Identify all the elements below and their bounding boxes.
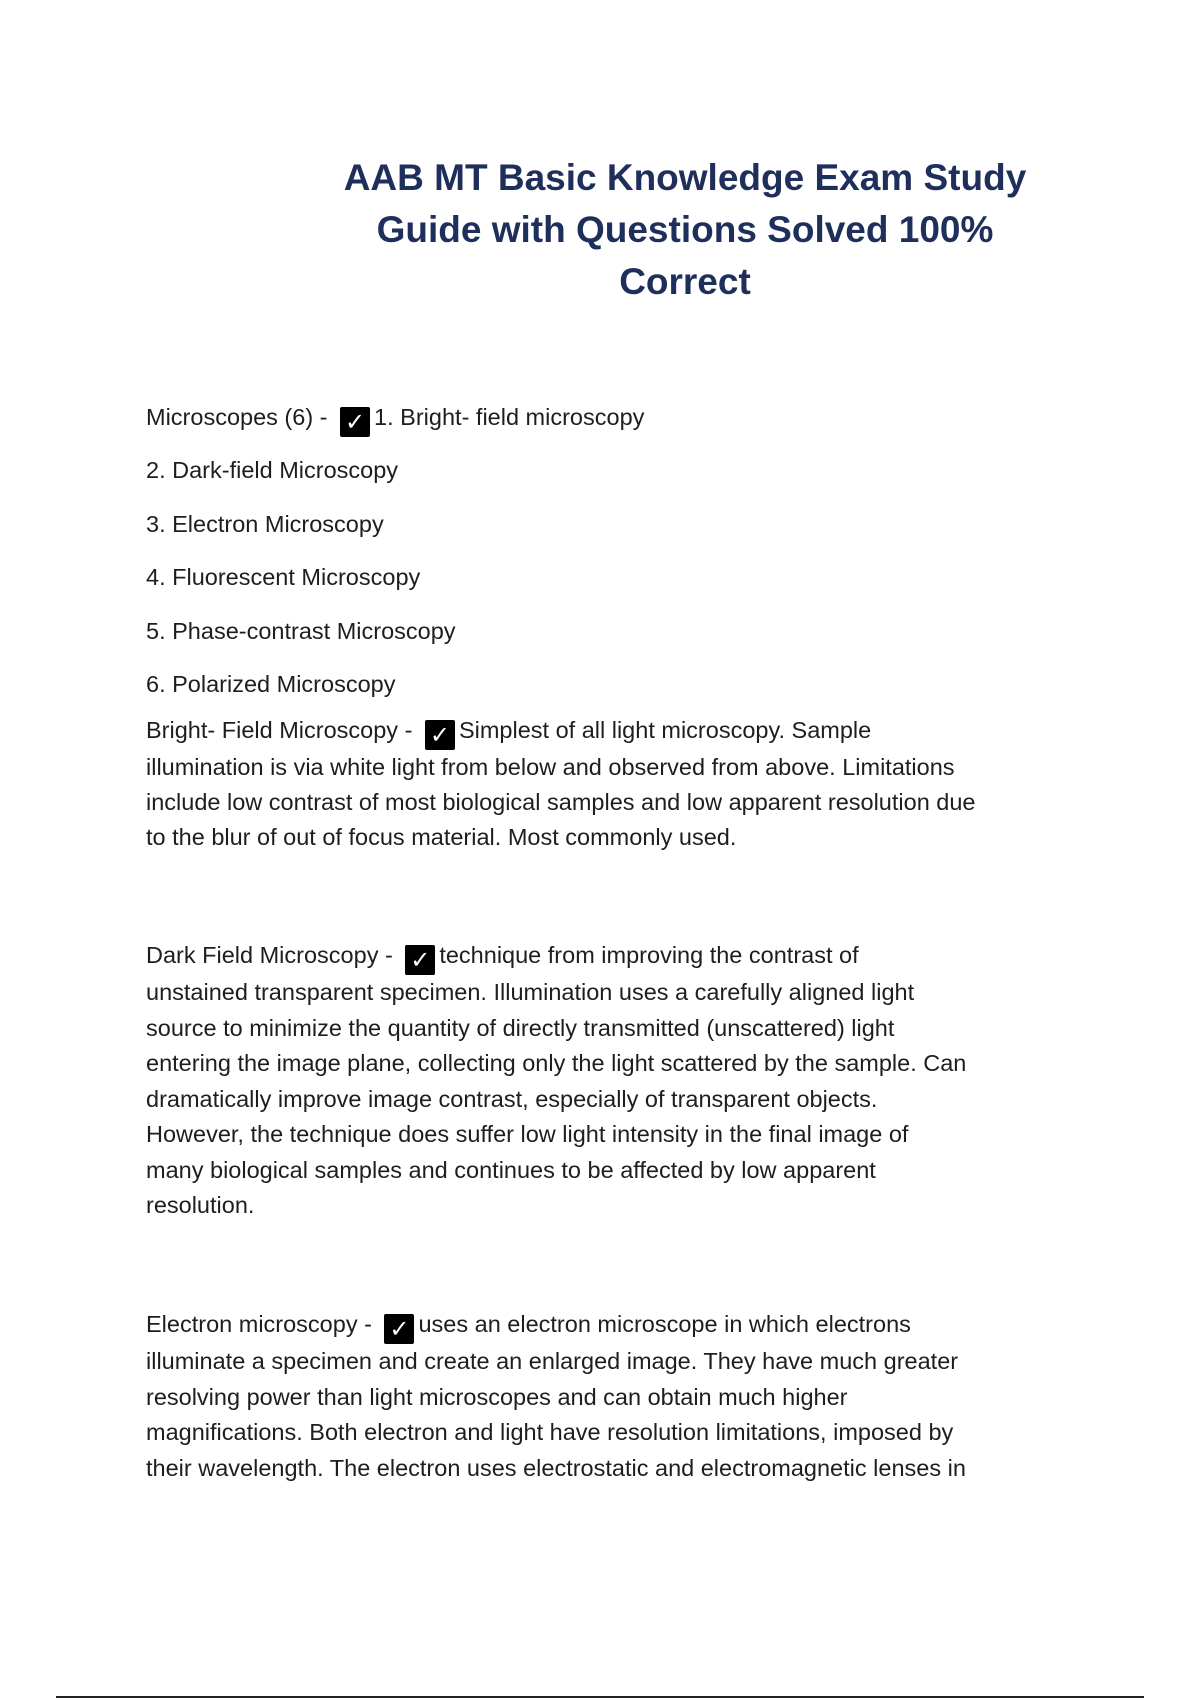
microscopes-term: Microscopes (6) -	[146, 404, 335, 430]
entry-text: uses an electron microscope in which electrons	[418, 1311, 911, 1337]
microscopes-first-item: 1. Bright- field microscopy	[374, 404, 645, 430]
checkmark-icon: ✓	[384, 1314, 414, 1344]
entry-line: include low contrast of most biological samples and low apparent resolution due	[146, 789, 976, 815]
title-line: Correct	[619, 261, 751, 302]
dark-field-term: Dark Field Microscopy -	[146, 942, 400, 968]
bright-field-term: Bright- Field Microscopy -	[146, 717, 419, 743]
list-item: 3. Electron Microscopy	[146, 511, 384, 537]
entry-line: dramatically improve image contrast, especially of transparent objects.	[146, 1085, 878, 1112]
entry-line: magnifications. Both electron and light have resolution limitations, imposed by	[146, 1419, 954, 1445]
electron-entry	[146, 1307, 1076, 1486]
entry-line: resolution.	[146, 1192, 255, 1218]
entry-text: technique from improving the contrast of	[439, 942, 859, 968]
entry-line	[146, 713, 1076, 750]
entry-line	[146, 938, 1076, 975]
entry-line: unstained transparent specimen. Illumination uses a carefully aligned light	[146, 979, 915, 1005]
checkmark-icon: ✓	[340, 407, 370, 437]
entry-line: entering the image plane, collecting only the light scattered by the sample. Can	[146, 1050, 967, 1076]
entry-line: However, the technique does suffer low light intensity in the final image of	[146, 1121, 909, 1147]
entry-line: source to minimize the quantity of directly transmitted (unscattered) light	[146, 1014, 895, 1041]
footer-divider	[56, 1696, 1144, 1698]
list-item: 6. Polarized Microscopy	[146, 671, 396, 697]
entry-line: illumination is via white light from below and observed from above. Limitations	[146, 754, 955, 780]
list-item: 2. Dark-field Microscopy	[146, 457, 399, 483]
entry-line: many biological samples and continues to be affected by low apparent	[146, 1156, 876, 1183]
title-line: AAB MT Basic Knowledge Exam Study	[343, 157, 1027, 198]
checkmark-icon: ✓	[425, 720, 455, 750]
microscopes-entry	[146, 400, 644, 437]
list-item: 4. Fluorescent Microscopy	[146, 564, 421, 590]
entry-line: illuminate a specimen and create an enlarged image. They have much greater	[146, 1348, 959, 1374]
electron-term: Electron microscopy -	[146, 1311, 379, 1337]
entry-line	[146, 1307, 1076, 1344]
list-item: 5. Phase-contrast Microscopy	[146, 618, 456, 644]
entry-line: resolving power than light microscopes and can obtain much higher	[146, 1383, 848, 1410]
document-title	[300, 152, 1070, 308]
entry-text: Simplest of all light microscopy. Sample	[458, 717, 872, 743]
entry-line: their wavelength. The electron uses electrostatic and electromagnetic lenses in	[146, 1454, 966, 1481]
title-line: Guide with Questions Solved 100%	[376, 209, 994, 250]
dark-field-entry	[146, 938, 1076, 1224]
bright-field-entry	[146, 713, 1076, 855]
checkmark-icon: ✓	[405, 945, 435, 975]
entry-line: to the blur of out of focus material. Most commonly used.	[146, 824, 737, 850]
